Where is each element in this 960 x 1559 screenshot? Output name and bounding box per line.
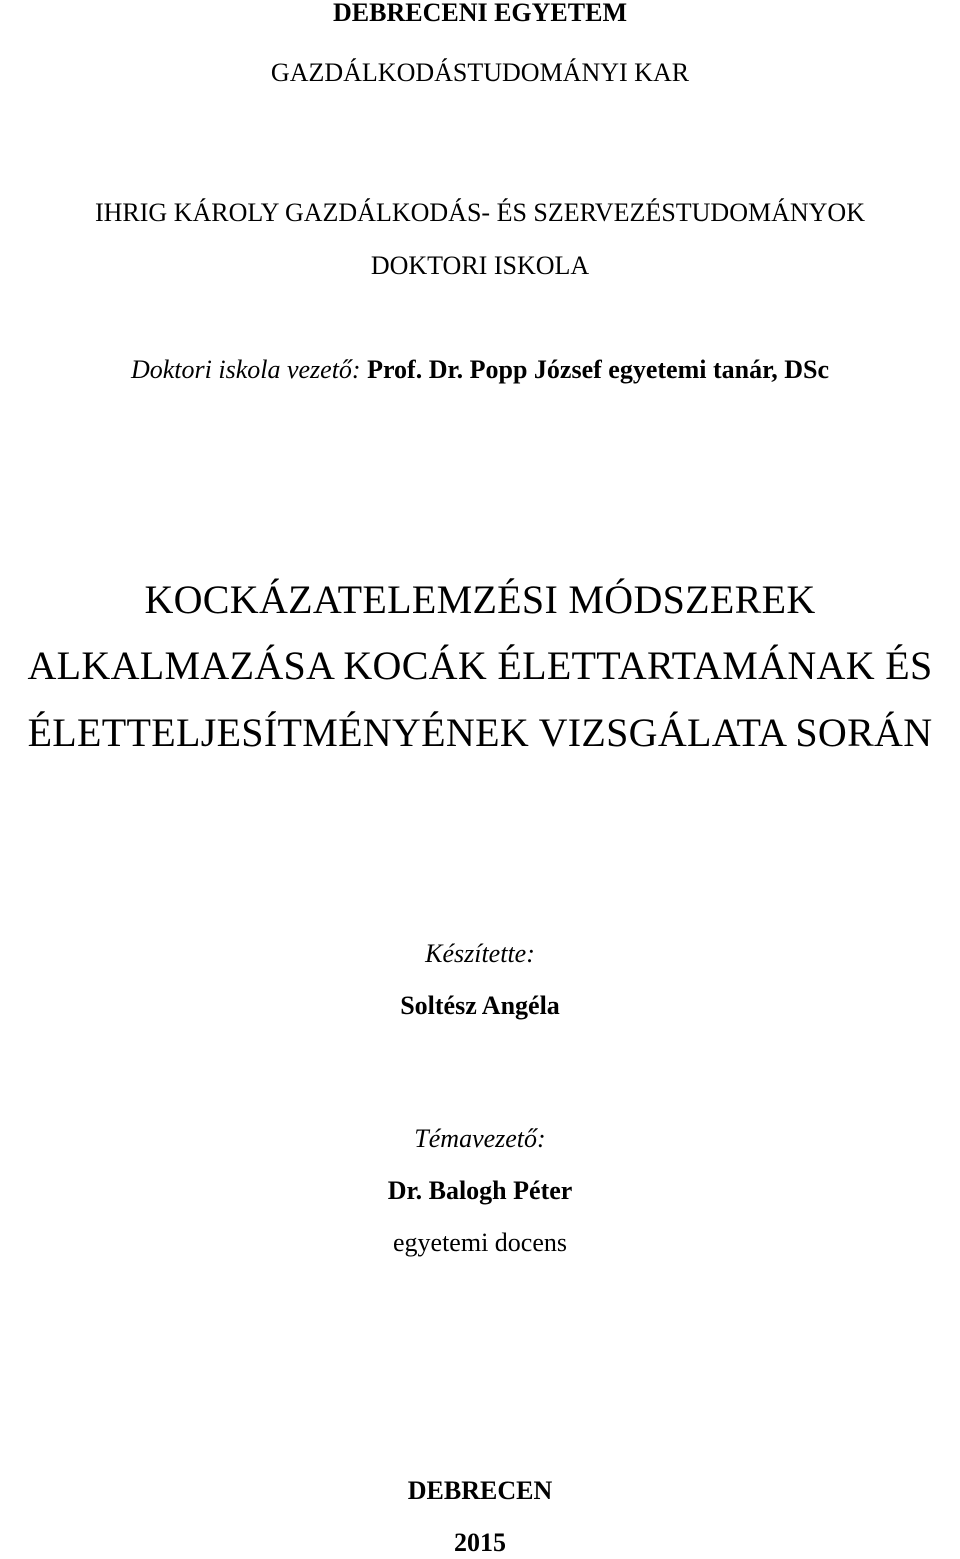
school-head-name: Prof. Dr. Popp József egyetemi tanár, DSc xyxy=(367,355,829,384)
doctoral-school-name-line2: DOKTORI ISKOLA xyxy=(370,251,590,280)
supervisor-name: Dr. Balogh Péter xyxy=(387,1176,573,1205)
thesis-title-line1: KOCKÁZATELEMZÉSI MÓDSZEREK xyxy=(144,577,816,622)
school-head-label: Doktori iskola vezető: xyxy=(130,355,361,384)
faculty-name: GAZDÁLKODÁSTUDOMÁNYI KAR xyxy=(270,58,690,87)
author-label: Készítette: xyxy=(425,939,535,968)
supervisor-title: egyetemi docens xyxy=(393,1228,567,1257)
thesis-title-line3: ÉLETTELJESÍTMÉNYÉNEK VIZSGÁLATA SORÁN xyxy=(27,710,933,755)
city: DEBRECEN xyxy=(407,1476,553,1505)
year: 2015 xyxy=(454,1528,506,1557)
thesis-title-line2: ALKALMAZÁSA KOCÁK ÉLETTARTAMÁNAK ÉS xyxy=(27,643,933,688)
university-name: DEBRECENI EGYETEM xyxy=(333,0,627,27)
school-head-line xyxy=(0,357,960,383)
doctoral-school-name-line1: IHRIG KÁROLY GAZDÁLKODÁS- ÉS SZERVEZÉSTUDOMÁNYOK xyxy=(95,198,865,227)
supervisor-label: Témavezető: xyxy=(414,1124,546,1153)
author-name: Soltész Angéla xyxy=(400,991,560,1020)
